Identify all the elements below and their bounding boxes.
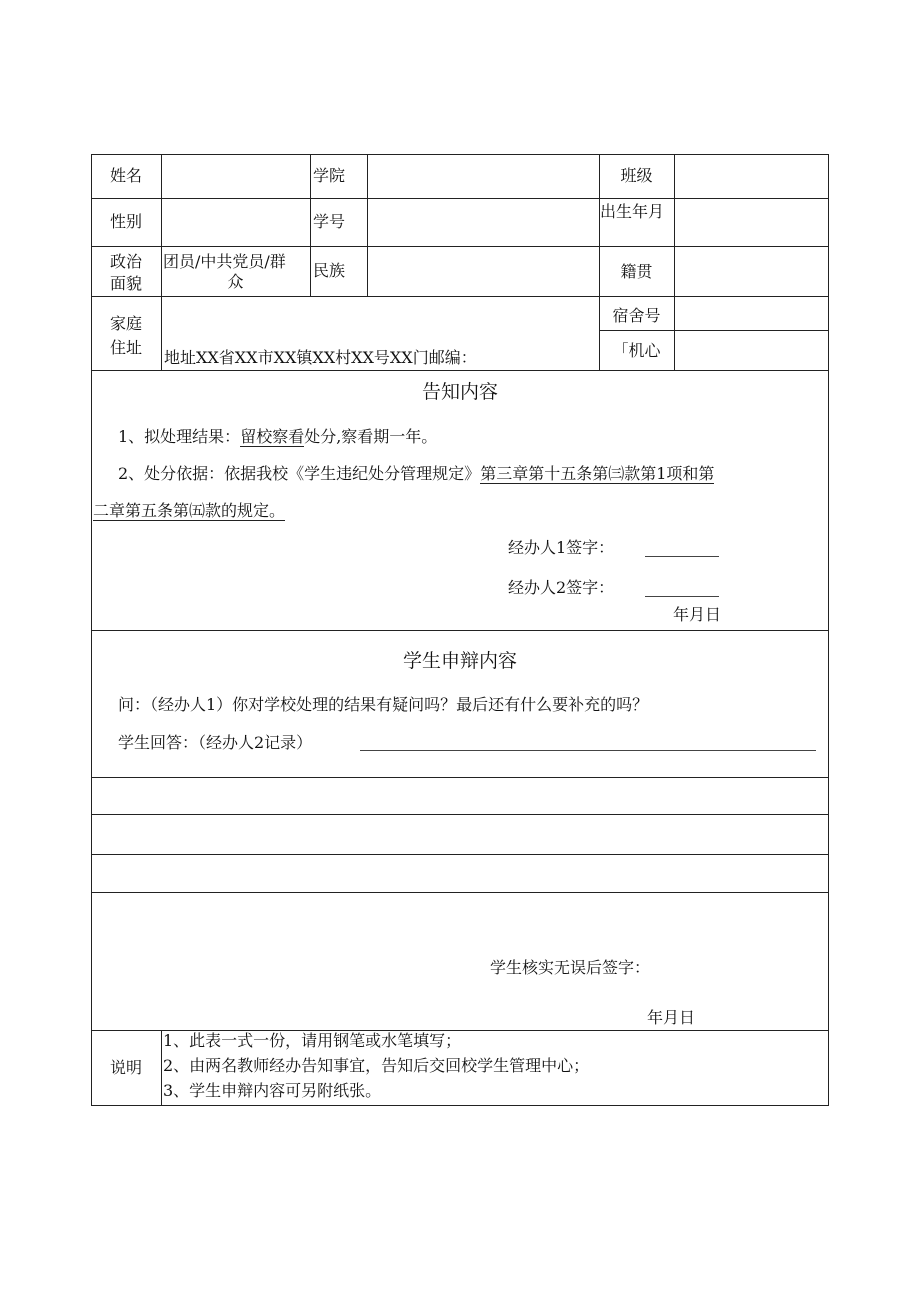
notice-item1-result: 留校察看 xyxy=(240,427,305,446)
notes-item-3: 3、学生申辩内容可另附纸张。 xyxy=(163,1081,382,1100)
political-value-line1: 团员/中共党员/群 xyxy=(163,252,286,271)
notice-item2-continued xyxy=(93,501,285,521)
notice-item1 xyxy=(118,427,437,447)
political-value-line2: 众 xyxy=(227,272,244,291)
defense-question: 问：（经办人1）你对学校处理的结果有疑问吗？最后还有什么要补充的吗？ xyxy=(118,695,649,714)
dorm-label: 宿舍号 xyxy=(612,306,661,325)
rule-blank2 xyxy=(91,854,829,855)
ethnicity-label: 民族 xyxy=(313,261,346,280)
rule-blank1 xyxy=(91,814,829,815)
notes-label: 说明 xyxy=(109,1058,142,1077)
rule-row3 xyxy=(91,296,829,297)
defense-title: 学生申辩内容 xyxy=(402,650,517,672)
home-label-line2: 住址 xyxy=(109,338,142,357)
notes-item-2: 2、由两名教师经办告知事宜，告知后交回校学生管理中心； xyxy=(163,1056,590,1075)
defense-answer-label: 学生回答：（经办人2记录） xyxy=(118,733,313,752)
rule-info-end xyxy=(91,370,829,371)
notice-date-label: 年月日 xyxy=(673,605,722,624)
name-label: 姓名 xyxy=(109,166,142,185)
birth-label: 出生年月 xyxy=(600,202,665,221)
defense-answer-line xyxy=(360,750,816,751)
home-label-line1: 家庭 xyxy=(109,314,142,333)
rule-col5 xyxy=(674,154,675,370)
notice-item2-prefix: 2、处分依据：依据我校《学生违纪处分管理规定》 xyxy=(118,464,481,483)
rule-blank3 xyxy=(91,892,829,893)
class-label: 班级 xyxy=(620,166,653,185)
rule-notice-end xyxy=(91,630,829,631)
rule-row1 xyxy=(91,198,829,199)
notice-item1-suffix: 处分,察看期一年。 xyxy=(304,427,438,446)
notice-item2-underlined-1: 第三章第十五条第㈢款第1项和第 xyxy=(480,464,715,483)
rule-col3 xyxy=(367,154,368,296)
notice-item2 xyxy=(118,464,714,484)
political-label-line1: 政治 xyxy=(109,252,142,271)
handler1-sign-line xyxy=(645,556,719,557)
gender-label: 性别 xyxy=(109,212,142,231)
phone-label: 「机心 xyxy=(612,341,661,360)
political-label-line2: 面貌 xyxy=(109,274,142,293)
rule-col1 xyxy=(161,154,162,370)
confirm-date-label: 年月日 xyxy=(647,1008,696,1027)
notes-item-1: 1、此表一式一份，请用钢笔或水笔填写； xyxy=(163,1031,462,1050)
rule-col2 xyxy=(310,154,311,296)
handler2-sign-label: 经办人2签字： xyxy=(508,578,615,597)
native-place-label: 籍贯 xyxy=(620,262,653,281)
notice-title: 告知内容 xyxy=(421,381,498,403)
handler2-sign-line xyxy=(645,596,719,597)
address-value: 地址XX省XX市XX镇XX村XX号XX门邮编： xyxy=(164,348,477,367)
rule-row2 xyxy=(91,246,829,247)
student-confirm-sign-label: 学生核实无误后签字： xyxy=(490,958,651,977)
student-id-label: 学号 xyxy=(313,212,346,231)
notice-item2-underlined-2: 二章第五条第㈤款的规定。 xyxy=(93,501,286,520)
rule-notes-col xyxy=(161,1030,162,1106)
college-label: 学院 xyxy=(313,166,346,185)
notice-item1-prefix: 1、拟处理结果： xyxy=(118,427,241,446)
handler1-sign-label: 经办人1签字： xyxy=(508,538,615,557)
rule-dorm xyxy=(599,330,829,331)
rule-defense-end xyxy=(91,777,829,778)
